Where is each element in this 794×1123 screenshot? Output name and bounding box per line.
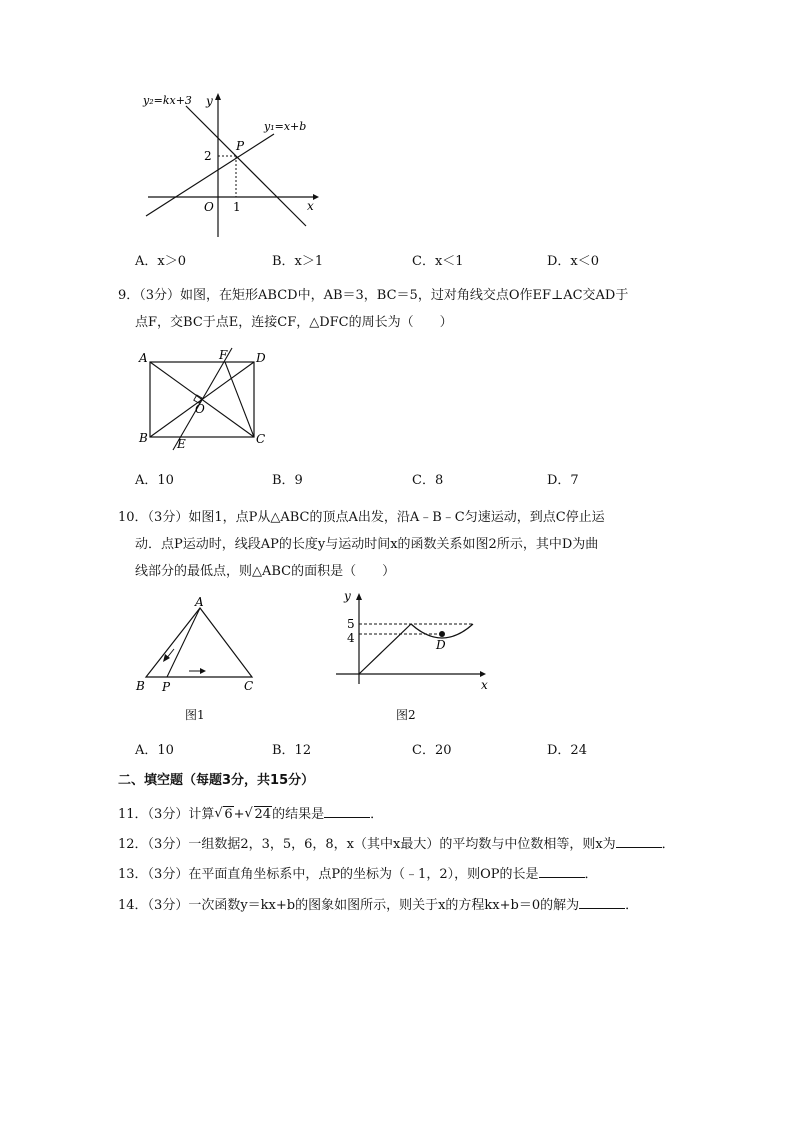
x-axis-arrow xyxy=(313,194,319,200)
y-axis-arrow xyxy=(356,593,362,600)
tick-x-1: 1 xyxy=(233,200,241,214)
label-y: y xyxy=(344,589,351,603)
label-y1: y₁=x+b xyxy=(264,120,307,133)
label-origin: O xyxy=(204,200,214,214)
q11-answer-blank[interactable] xyxy=(324,805,370,818)
q10-figure2-caption: 图2 xyxy=(396,708,416,722)
x-axis-arrow xyxy=(480,671,486,677)
q11-end: ． xyxy=(370,807,384,822)
y-axis-arrow xyxy=(215,93,221,100)
q9-text-line2: 点F，交BC于点E，连接CF，△DFC的周长为（ ） xyxy=(135,315,453,330)
q12-answer-blank[interactable] xyxy=(616,835,662,848)
q13-answer-blank[interactable] xyxy=(539,865,585,878)
q12-body: 12．（3分）一组数据2，3，5，6，8，x（其中x最大）的平均数与中位数相等，则x为 xyxy=(118,837,616,852)
q11-text xyxy=(118,803,383,822)
label-b: B xyxy=(139,431,148,445)
label-e: E xyxy=(177,437,186,451)
q11-suffix: 的结果是 xyxy=(272,807,325,822)
label-p: P xyxy=(236,139,245,153)
q10-option-b[interactable]: B．12 xyxy=(272,743,312,758)
q14-body: 14．（3分）一次函数y＝kx+b的图象如图所示，则关于x的方程kx+b＝0的解为 xyxy=(118,898,580,913)
segment-ap xyxy=(167,608,200,677)
q13-text xyxy=(118,863,598,882)
q9-option-c[interactable]: C．8 xyxy=(412,473,444,488)
radicand-24: 24 xyxy=(254,807,272,822)
q12-end: ． xyxy=(661,837,675,852)
q9-text-line1: 9．（3分）如图，在矩形ABCD中，AB＝3，BC＝5，过对角线交点O作EF⊥AC交AD于 xyxy=(118,288,629,303)
q9-rectangle-figure xyxy=(136,340,276,455)
arrow-bc-head xyxy=(200,668,206,674)
q10-option-c[interactable]: C．20 xyxy=(412,743,452,758)
triangle-abc xyxy=(146,608,252,677)
q8-graph xyxy=(138,90,328,240)
tick-5: 5 xyxy=(347,617,355,631)
label-x: x xyxy=(481,678,488,692)
q10-figure1-triangle xyxy=(134,592,264,697)
q10-text-line2: 动．点P运动时，线段AP的长度y与运动时间x的函数关系如图2所示，其中D为曲 xyxy=(135,537,599,552)
q9-option-a[interactable]: A．10 xyxy=(135,473,174,488)
q10-figure1-caption: 图1 xyxy=(185,708,205,722)
label-a: A xyxy=(139,351,148,365)
q11-prefix: 11．（3分）计算 xyxy=(118,807,215,822)
q10-option-d[interactable]: D．24 xyxy=(547,743,587,758)
linear-segment xyxy=(359,624,411,674)
segment-cf xyxy=(225,362,254,437)
sqrt-24: √ 24 xyxy=(244,806,272,822)
q8-option-d[interactable]: D．x＜0 xyxy=(547,254,600,269)
q14-answer-blank[interactable] xyxy=(579,896,625,909)
q8-option-a[interactable]: A．x＞0 xyxy=(135,254,186,269)
q12-text xyxy=(118,833,675,852)
section-heading-fill-in: 二、填空题（每题3分，共15分） xyxy=(118,773,315,788)
tick-y-2: 2 xyxy=(204,149,212,163)
q11-plus: + xyxy=(233,807,245,822)
line-ef xyxy=(173,348,232,450)
label-f: F xyxy=(219,348,228,362)
q9-option-b[interactable]: B．9 xyxy=(272,473,303,488)
label-o: O xyxy=(195,402,205,416)
label-d: D xyxy=(436,638,446,652)
q14-end: ． xyxy=(625,898,639,913)
tick-4: 4 xyxy=(347,631,355,645)
label-d: D xyxy=(256,351,266,365)
point-d xyxy=(439,631,445,637)
q13-body: 13．（3分）在平面直角坐标系中，点P的坐标为（﹣1，2），则OP的长是 xyxy=(118,867,539,882)
label-axis-x: x xyxy=(307,199,314,213)
q10-figure2-graph xyxy=(332,586,497,696)
q10-text-line1: 10．（3分）如图1，点P从△ABC的顶点A出发，沿A﹣B﹣C匀速运动，到点C停止运 xyxy=(118,510,605,525)
label-c: C xyxy=(244,679,254,693)
q13-end: ． xyxy=(584,867,598,882)
q9-option-d[interactable]: D．7 xyxy=(547,473,579,488)
q10-option-a[interactable]: A．10 xyxy=(135,743,174,758)
label-axis-y: y xyxy=(206,94,213,108)
label-p: P xyxy=(162,680,171,694)
q8-option-c[interactable]: C．x＜1 xyxy=(412,254,464,269)
label-c: C xyxy=(256,432,266,446)
q14-text xyxy=(118,894,638,913)
q8-option-b[interactable]: B．x＞1 xyxy=(272,254,324,269)
radicand-6: 6 xyxy=(224,807,233,822)
sqrt-6: √ 6 xyxy=(214,806,233,822)
label-y2: y₂=kx+3 xyxy=(143,94,192,107)
label-a: A xyxy=(195,595,204,609)
label-b: B xyxy=(136,679,145,693)
q10-text-line3: 线部分的最低点，则△ABC的面积是（ ） xyxy=(135,564,396,579)
